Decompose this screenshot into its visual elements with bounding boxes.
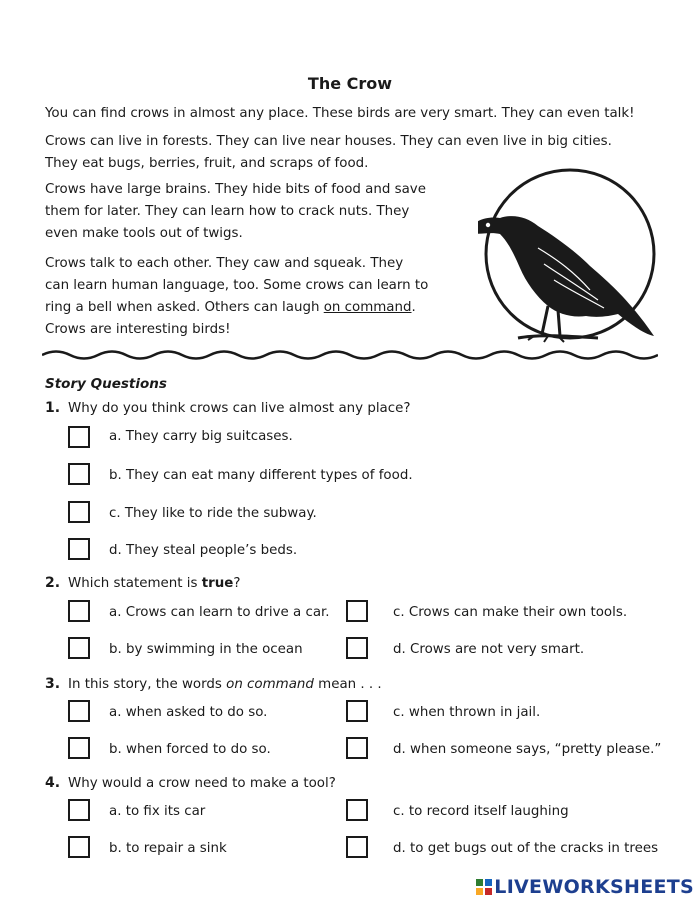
q2-option-a-label: a. Crows can learn to drive a car. <box>109 605 330 620</box>
q1-option-a-label: a. They carry big suitcases. <box>109 429 293 444</box>
question-2-number: 2. <box>45 575 61 591</box>
paragraph-line: them for later. They can learn how to crack nuts. They <box>45 204 410 219</box>
story-questions-heading: Story Questions <box>45 376 167 392</box>
q4-option-d-checkbox[interactable] <box>346 836 368 858</box>
question-2-text <box>68 576 240 591</box>
q2-option-d-label: d. Crows are not very smart. <box>393 642 585 657</box>
q4-option-b-checkbox[interactable] <box>68 836 90 858</box>
q1-option-c-checkbox[interactable] <box>68 501 90 523</box>
q1-option-b-checkbox[interactable] <box>68 463 90 485</box>
q3-option-a-checkbox[interactable] <box>68 700 90 722</box>
question-text: In this story, the words <box>68 677 227 692</box>
q1-option-d-label: d. They steal people’s beds. <box>109 543 298 558</box>
q2-option-c-checkbox[interactable] <box>346 600 368 622</box>
q1-option-d-checkbox[interactable] <box>68 538 90 560</box>
paragraph-line: Crows are interesting birds! <box>45 322 231 337</box>
question-text: mean . . . <box>313 677 382 692</box>
paragraph-3 <box>45 179 426 245</box>
q4-option-d-label: d. to get bugs out of the cracks in trees <box>393 841 659 856</box>
paragraph-1 <box>45 103 635 125</box>
paragraph-text: . <box>411 300 416 315</box>
liveworksheets-logo-icon <box>476 879 492 895</box>
q4-option-a-checkbox[interactable] <box>68 799 90 821</box>
question-text: ? <box>233 576 241 591</box>
q3-option-d-label: d. when someone says, “pretty please.” <box>393 742 662 757</box>
question-4-number: 4. <box>45 775 61 791</box>
question-4-text: Why would a crow need to make a tool? <box>68 776 336 791</box>
question-emphasis: on command <box>226 677 314 692</box>
question-1-number: 1. <box>45 400 61 416</box>
logo-text: LIVEWORKSHEETS <box>494 876 694 898</box>
paragraph-line <box>45 297 428 319</box>
q3-option-c-checkbox[interactable] <box>346 700 368 722</box>
q3-option-b-checkbox[interactable] <box>68 737 90 759</box>
q3-option-d-checkbox[interactable] <box>346 737 368 759</box>
q3-option-b-label: b. when forced to do so. <box>109 742 271 757</box>
liveworksheets-logo[interactable] <box>476 876 694 898</box>
q3-option-c-label: c. when thrown in jail. <box>393 705 541 720</box>
paragraph-text: ring a bell when asked. Others can laugh <box>45 300 324 315</box>
q4-option-c-checkbox[interactable] <box>346 799 368 821</box>
paragraph-line: can learn human language, too. Some crows can learn to <box>45 278 429 293</box>
q1-option-b-label: b. They can eat many different types of food. <box>109 468 413 483</box>
on-command-underlined: on command <box>323 300 412 315</box>
q4-option-b-label: b. to repair a sink <box>109 841 227 856</box>
q1-option-c-label: c. They like to ride the subway. <box>109 506 317 521</box>
paragraph-line: even make tools out of twigs. <box>45 226 243 241</box>
paragraph-line: Crows can live in forests. They can live near houses. They can even live in big cities. <box>45 134 612 149</box>
question-1-text: Why do you think crows can live almost any place? <box>68 401 411 416</box>
question-text: Which statement is <box>68 576 202 591</box>
wavy-divider <box>42 348 658 362</box>
paragraph-4 <box>45 253 428 341</box>
paragraph-line: Crows talk to each other. They caw and squeak. They <box>45 256 404 271</box>
q3-option-a-label: a. when asked to do so. <box>109 705 268 720</box>
q2-option-c-label: c. Crows can make their own tools. <box>393 605 628 620</box>
crow-moon-illustration <box>478 168 668 353</box>
q2-option-b-checkbox[interactable] <box>68 637 90 659</box>
q1-option-a-checkbox[interactable] <box>68 426 90 448</box>
worksheet-title: The Crow <box>307 74 393 93</box>
paragraph-line: You can find crows in almost any place. These birds are very smart. They can even talk! <box>45 106 635 121</box>
q2-option-d-checkbox[interactable] <box>346 637 368 659</box>
paragraph-line: They eat bugs, berries, fruit, and scraps of food. <box>45 156 369 171</box>
q4-option-a-label: a. to fix its car <box>109 804 206 819</box>
question-emphasis: true <box>201 576 234 591</box>
q2-option-a-checkbox[interactable] <box>68 600 90 622</box>
question-3-number: 3. <box>45 676 61 692</box>
question-3-text <box>68 677 382 692</box>
q4-option-c-label: c. to record itself laughing <box>393 804 569 819</box>
paragraph-line: Crows have large brains. They hide bits of food and save <box>45 182 426 197</box>
q2-option-b-label: b. by swimming in the ocean <box>109 642 303 657</box>
